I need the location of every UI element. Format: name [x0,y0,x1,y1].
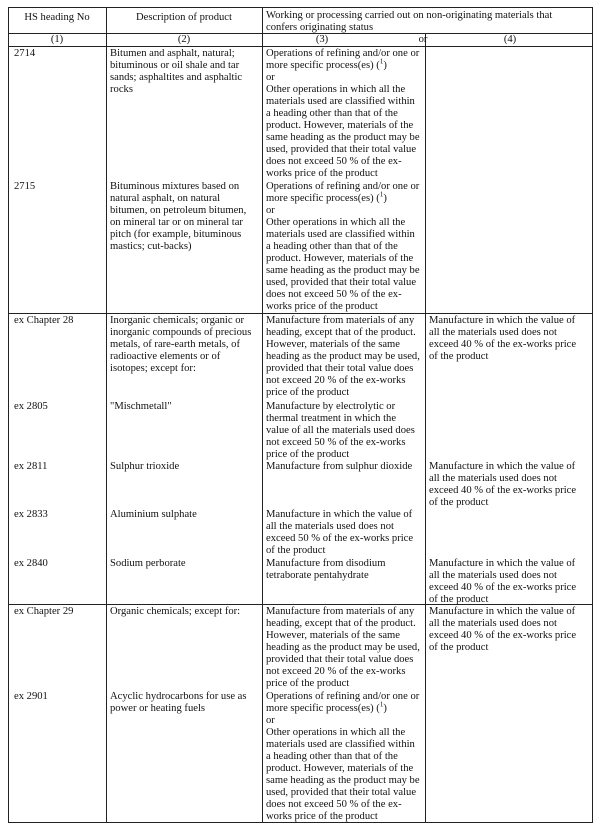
alternative-rule: Manufacture in which the value of all the materials used does not exceed 40 % of the ex-works price of the product [429,606,577,653]
alternative-rule: Manufacture in which the value of all the materials used does not exceed 40 % of the ex-works price of the product [429,558,577,605]
col-divider-1 [106,7,107,823]
colnum-or: or [418,34,428,45]
processing-rule: Operations of refining and/or one or more specific process(es) ($^1$) or Other operations in which all the materials used are classified within a heading other than that of the product. However, materials of the same heading as the product may be used, provided that their total value does not exceed 50 % of the ex- works price of the product [266,48,420,179]
product-description: Sodium perborate [110,558,186,569]
hs-code: ex 2840 [14,558,48,569]
processing-rule: Manufacture from materials of any heading, except that of the product. However, materials of the same heading as the product may be used, provided that their total value does not exceed 20 % of the ex-works price of the product [266,315,420,398]
hs-code: ex 2833 [14,509,48,520]
footnote-ref: 1 [379,700,384,709]
hs-code: ex 2901 [14,691,48,702]
product-description: Organic chemicals; except for: [110,606,241,617]
hs-code: ex 2811 [14,461,48,472]
footnote-ref: 1 [379,57,384,66]
product-description: Bitumen and asphalt, natural; bituminous or oil shale and tar sands; asphaltites and asphaltic rocks [110,48,243,95]
header-working-processing: Working or processing carried out on non-originating materials that confers originating status [266,10,553,33]
processing-rule: Operations of refining and/or one or more specific process(es) ($^1$) or Other operations in which all the materials used are classified within a heading other than that of the product. However, materials of the same heading as the product may be used, provided that their total value does not exceed 50 % of the ex- works price of the product [266,181,420,312]
alternative-rule: Manufacture in which the value of all the materials used does not exceed 40 % of the ex-works price of the product [429,315,577,362]
colnum-2: (2) [177,34,191,45]
product-description: Inorganic chemicals; organic or inorganic compounds of precious metals, of rare-earth metals, of radioactive elements or of isotopes; except for: [110,315,252,374]
header-description: Description of product [136,12,232,23]
alternative-rule: Manufacture in which the value of all the materials used does not exceed 40 % of the ex-works price of the product [429,461,577,508]
processing-rule: Operations of refining and/or one or more specific process(es) ($^1$) or Other operations in which all the materials used are classified within a heading other than that of the product. However, materials of the same heading as the product may be used, provided that their total value does not exceed 50 % of the ex- works price of the product [266,691,420,822]
product-description: Sulphur trioxide [110,461,180,472]
colnum-bottom-line [8,46,593,47]
col-divider-2 [262,7,263,823]
product-description: Acyclic hydrocarbons for use as power or heating fuels [110,691,247,714]
product-description: Bituminous mixtures based on natural asphalt, on natural bitumen, on petroleum bitumen, on mineral tar or on mineral tar pitch (for example, bituminous mastics; cut-backs) [110,181,247,252]
group-line-chapter28 [8,313,593,314]
hs-code: ex Chapter 29 [14,606,74,617]
col-divider-3 [425,33,426,823]
colnum-3: (3) [315,34,329,45]
colnum-4: (4) [503,34,517,45]
hs-code: ex Chapter 28 [14,315,74,326]
processing-rule: Manufacture from sulphur dioxide [266,461,413,472]
processing-rule: Manufacture from materials of any heading, except that of the product. However, materials of the same heading as the product may be used, provided that their total value does not exceed 20 % of the ex-works price of the product [266,606,420,689]
footnote-ref: 1 [379,190,384,199]
product-description: "Mischmetall" [110,401,172,412]
hs-code: 2715 [14,181,36,192]
processing-rule: Manufacture in which the value of all the materials used does not exceed 50 % of the ex-works price of the product [266,509,414,556]
product-description: Aluminium sulphate [110,509,197,520]
header-hs-heading: HS heading No [24,12,90,23]
hs-code: 2714 [14,48,36,59]
colnum-1: (1) [50,34,64,45]
processing-rule: Manufacture by electrolytic or thermal treatment in which the value of all the materials used does not exceed 50 % of the ex-works price of the product [266,401,415,460]
processing-rule: Manufacture from disodium tetraborate pentahydrate [266,558,386,581]
hs-code: ex 2805 [14,401,48,412]
